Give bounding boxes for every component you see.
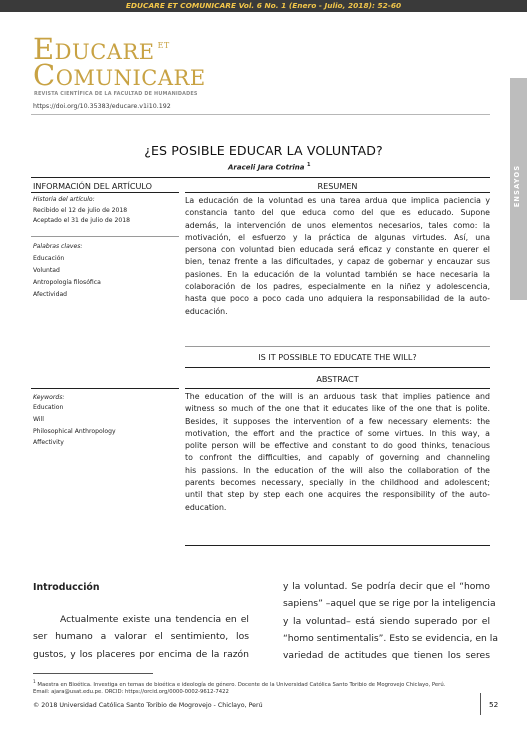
- english-title-rule: [185, 367, 490, 368]
- logo-subtitle: REVISTA CIENTÍFICA DE LA FACULTAD DE HUMANIDADES: [34, 91, 198, 97]
- received-date: Recibido el 12 de julio de 2018: [33, 207, 128, 214]
- resumen-text: La educación de la voluntad es una tarea ardua que implica paciencia y constancia tanto del que educa como del que es educado. Supone además, la intervención de unos elementos necesarios, tales como: la motivación, el esfuerzo y la práctica de algunas virtudes. Así, una persona con voluntad bien educada será eficaz y constante en querer el bien, tenaz frente a las dificultades, y capaz de gobernar y encauzar sus pasiones. En la educación de la voluntad también se hace necesaria la colaboración de los padres, especialmente en la niñez y adolescencia, hasta que poco a poco cada uno adquiera la responsabilidad de la auto- educación.: [185, 196, 490, 316]
- abstract-text: The education of the will is an arduous task that implies patience and witness so much of the one that it educates like of the one that is polite. Besides, it supposes the intervention of a few necessary elements: the motivation, the effort and the practice of some virtues. In this way, a polite person will be effective and constant to do good thinks, tenacious to confront the difficulties, and capably of governing and channeling his passions. In the education of the will also the collaboration of the parents becomes necessary, specially in the childhood and adolescent; until that step by step each one acquires the responsibility of the auto- education.: [185, 392, 490, 512]
- footnote-rule: [33, 673, 153, 674]
- keyword-es: Educación: [33, 255, 65, 262]
- info-header: INFORMACIÓN DEL ARTÍCULO: [33, 181, 153, 191]
- keyword-en: Will: [33, 416, 44, 423]
- english-title: IS IT POSSIBLE TO EDUCATE THE WILL?: [258, 352, 417, 362]
- intro-right-column: y la voluntad. Se podría decir que el “homo sapiens” –aquel que se rige por la inteligencia y la voluntad– está siendo superado por el “homo sentimentalis”. Esto se evidencia, en la variedad de actitudes que tienen los seres: [283, 581, 498, 662]
- keyword-es: Antropología filosófica: [33, 279, 101, 286]
- keywords-en-label: Keywords:: [33, 394, 65, 401]
- keyword-en: Philosophical Anthropology: [33, 428, 116, 435]
- keywords-en-top-rule: [31, 388, 179, 389]
- intro-left-column: Actualmente existe una tendencia en el ser humano a valorar el sentimiento, los gustos, y los placeres por encima de la razón: [33, 614, 249, 660]
- logo-line-educare: EDUCARE $^{ET}$: [33, 32, 170, 66]
- accepted-date: Aceptado el 31 de julio de 2018: [33, 217, 130, 224]
- keyword-es: Afectividad: [33, 291, 68, 298]
- keyword-es: Voluntad: [33, 267, 60, 274]
- footnote-contact: Email: ajara@usat.edu.pe. ORCID: https://orcid.org/0000-0002-9612-7422: [33, 689, 229, 696]
- doi-link[interactable]: https://doi.org/10.35383/educare.v1i10.192: [33, 103, 171, 110]
- abstract-header: ABSTRACT: [316, 374, 359, 384]
- table-top-rule: [31, 177, 490, 178]
- resumen-bottom-rule: [185, 346, 490, 347]
- running-header: EDUCARE ET COMUNICARE Vol. 6 No. 1 (Enero - Julio, 2018): 52-60: [0, 0, 527, 12]
- author-name: Araceli Jara Cotrina $^1$: [228, 162, 311, 172]
- intro-heading: Introducción: [33, 582, 100, 593]
- abstract-header-rule: [185, 388, 490, 389]
- info-header-rule: [31, 192, 179, 193]
- page-number-divider: [480, 693, 481, 715]
- page-number: 52: [489, 700, 499, 709]
- keyword-en: Education: [33, 404, 64, 411]
- abstract-bottom-rule: [185, 545, 490, 546]
- keyword-en: Affectivity: [33, 439, 64, 446]
- resumen-header-rule: [185, 192, 490, 193]
- keywords-es-label: Palabras claves:: [33, 243, 83, 250]
- section-tab-label: ENSAYOS: [513, 164, 521, 208]
- footnote: $^1$ Maestra en Bioética. Investiga en temas de bioética e ideología de género. Docente de la Universidad Católica Santo Toribio de Mogrovejo Chiclayo, Perú. Email: ajara@usat.edu.pe. ORCID: https://orcid.org/0000-0002-9612-7422: [33, 679, 491, 696]
- article-title: ¿ES POSIBLE EDUCAR LA VOLUNTAD?: [144, 143, 383, 158]
- history-rule: [31, 236, 179, 237]
- header-divider: [31, 114, 490, 115]
- logo-line-comunicare: COMUNICARE: [33, 58, 206, 92]
- copyright-notice: © 2018 Universidad Católica Santo Toribio de Mogrovejo - Chiclayo, Perú: [33, 702, 263, 709]
- resumen-header: RESUMEN: [317, 181, 358, 191]
- history-label: Historia del artículo:: [33, 196, 95, 203]
